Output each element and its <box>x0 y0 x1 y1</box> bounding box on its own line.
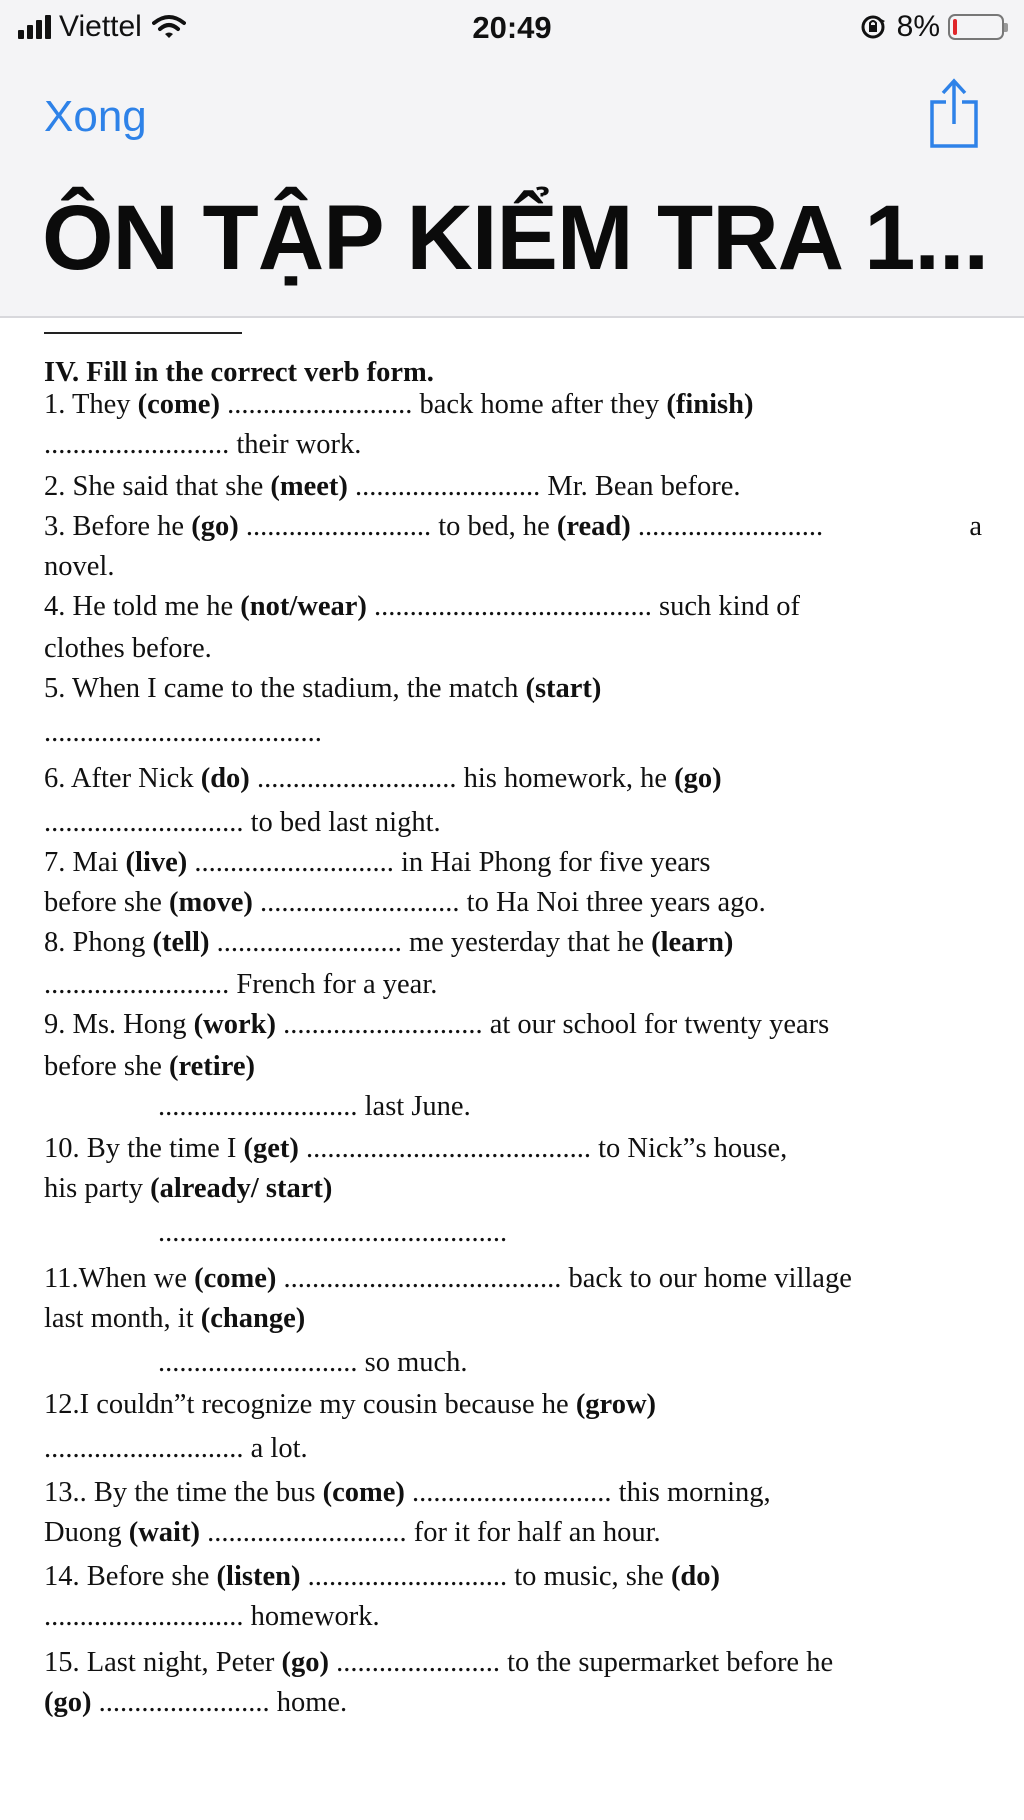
line-text: 9. Ms. Hong <box>44 1009 194 1040</box>
worksheet-line <box>44 1132 982 1166</box>
worksheet-line <box>44 1686 982 1720</box>
worksheet-line <box>44 1050 982 1084</box>
line-text: .......................... back home after they <box>219 389 667 420</box>
verb-hint: (listen) <box>216 1561 301 1592</box>
verb-hint: (do) <box>200 763 250 794</box>
verb-hint: (change) <box>200 1303 306 1334</box>
verb-hint: (move) <box>169 887 253 918</box>
worksheet-line <box>44 550 982 584</box>
line-text: ....................... to the supermarket before he <box>328 1647 834 1678</box>
line-text: ........................ home. <box>91 1687 348 1718</box>
battery-level <box>953 19 957 35</box>
worksheet-line <box>44 806 982 840</box>
line-text: ............................ this morning, <box>404 1477 771 1508</box>
line-text: before she <box>44 887 170 918</box>
line-text: 7. Mai <box>44 847 126 878</box>
worksheet-line <box>44 1432 982 1466</box>
line-text: last month, it <box>44 1303 201 1334</box>
worksheet-line <box>44 388 982 422</box>
worksheet-line <box>44 1090 982 1124</box>
done-button[interactable]: Xong <box>44 92 147 141</box>
verb-hint: (go) <box>44 1687 92 1718</box>
worksheet-line <box>44 846 982 880</box>
line-text: 3. Before he <box>44 511 192 542</box>
verb-hint: (work) <box>193 1009 276 1040</box>
line-text: .......................... me yesterday that he <box>209 927 652 958</box>
verb-hint: (start) <box>525 673 602 704</box>
line-text: ............................ to bed last night. <box>44 807 441 838</box>
line-text: ............................ a lot. <box>44 1433 308 1464</box>
verb-hint: (finish) <box>666 389 754 420</box>
worksheet-line <box>44 1346 982 1380</box>
line-text: 8. Phong <box>44 927 153 958</box>
worksheet-line <box>44 510 982 544</box>
line-text: ............................ to Ha Noi three years ago. <box>252 887 766 918</box>
line-text: ............................ last June. <box>158 1091 471 1122</box>
battery-percent: 8% <box>896 10 940 43</box>
line-text: 2. She said that she <box>44 471 271 502</box>
line-text: ....................................... <box>44 717 322 748</box>
status-time: 20:49 <box>472 10 552 45</box>
verb-hint: (grow) <box>575 1389 657 1420</box>
worksheet-line <box>44 1216 982 1250</box>
line-text: .......................... to bed, he <box>238 511 557 542</box>
line-text: ............................ his homework, he <box>249 763 675 794</box>
worksheet-line <box>44 968 982 1002</box>
verb-hint: (do) <box>670 1561 721 1592</box>
worksheet-line <box>44 1560 982 1594</box>
line-text: ............................ at our school for twenty years <box>275 1009 830 1040</box>
worksheet-line <box>44 1302 982 1336</box>
line-text: 1. They <box>44 389 138 420</box>
line-text: 13.. By the time the bus <box>44 1477 323 1508</box>
verb-hint: (come) <box>194 1263 277 1294</box>
verb-hint: (go) <box>281 1647 329 1678</box>
worksheet-line <box>44 886 982 920</box>
line-text: novel. <box>44 551 115 582</box>
worksheet-line <box>44 1388 982 1422</box>
battery-group <box>859 10 1004 44</box>
verb-hint: (read) <box>556 511 631 542</box>
page-title: ÔN TẬP KIỂM TRA 1... <box>42 187 989 289</box>
line-text: .......................... Mr. Bean before. <box>347 471 741 502</box>
worksheet-line <box>44 716 982 750</box>
line-text: .......................... French for a year. <box>44 969 438 1000</box>
orientation-lock-icon <box>859 13 887 41</box>
line-text: 12.I couldn”t recognize my cousin because he <box>44 1389 576 1420</box>
worksheet-line <box>44 762 982 796</box>
line-text: ....................................... back to our home village <box>276 1263 852 1294</box>
verb-hint: (learn) <box>651 927 734 958</box>
battery-icon <box>948 14 1004 40</box>
verb-hint: (not/wear) <box>240 591 367 622</box>
navigation-bar <box>0 56 1024 318</box>
worksheet-line <box>44 926 982 960</box>
status-bar <box>0 0 1024 56</box>
line-text: his party <box>44 1173 151 1204</box>
carrier-name: Viettel <box>59 10 142 43</box>
top-divider <box>44 332 242 334</box>
line-text: ........................................ to Nick”s house, <box>298 1133 788 1164</box>
line-text: Duong <box>44 1517 129 1548</box>
verb-hint: (tell) <box>152 927 210 958</box>
line-text: clothes before. <box>44 633 212 664</box>
worksheet-line <box>44 1172 982 1206</box>
line-text: ............................ homework. <box>44 1601 380 1632</box>
verb-hint: (get) <box>243 1133 299 1164</box>
verb-hint: (live) <box>125 847 188 878</box>
worksheet <box>44 352 982 1720</box>
share-icon[interactable] <box>926 76 982 150</box>
verb-hint: (go) <box>191 511 239 542</box>
line-text: ....................................... such kind of <box>366 591 800 622</box>
worksheet-line <box>44 1262 982 1296</box>
line-text: 14. Before she <box>44 1561 217 1592</box>
line-text: 15. Last night, Peter <box>44 1647 282 1678</box>
worksheet-line <box>44 1476 982 1510</box>
verb-hint: (wait) <box>128 1517 200 1548</box>
line-text: 11.When we <box>44 1263 195 1294</box>
line-text: ............................ for it for half an hour. <box>199 1517 661 1548</box>
line-text: ............................ to music, she <box>300 1561 671 1592</box>
line-text: .......................... their work. <box>44 429 362 460</box>
worksheet-line <box>44 1600 982 1634</box>
line-text: 5. When I came to the stadium, the match <box>44 673 526 704</box>
line-text: 4. He told me he <box>44 591 241 622</box>
worksheet-line <box>44 590 982 624</box>
line-text: ............................ in Hai Phong for five years <box>187 847 711 878</box>
line-end-text: a <box>969 511 982 542</box>
line-text: 6. After Nick <box>44 763 201 794</box>
line-text: .......................... <box>630 511 824 542</box>
verb-hint: (retire) <box>169 1051 255 1082</box>
worksheet-line <box>44 1516 982 1550</box>
worksheet-line <box>44 470 982 504</box>
verb-hint: (come) <box>137 389 220 420</box>
verb-hint: (meet) <box>270 471 348 502</box>
verb-hint: (go) <box>674 763 722 794</box>
worksheet-line <box>44 672 982 706</box>
exercise-heading: IV. Fill in the correct verb form. <box>44 357 434 388</box>
line-text: 10. By the time I <box>44 1133 244 1164</box>
line-text: ............................ so much. <box>158 1347 468 1378</box>
worksheet-line <box>44 632 982 666</box>
line-text: ................................................. <box>158 1217 508 1248</box>
line-text: before she <box>44 1051 170 1082</box>
worksheet-line <box>44 1008 982 1042</box>
verb-hint: (come) <box>322 1477 405 1508</box>
worksheet-line <box>44 1646 982 1680</box>
verb-hint: (already/ start) <box>150 1173 333 1204</box>
exercise-lines <box>44 388 982 1720</box>
worksheet-line <box>44 428 982 462</box>
